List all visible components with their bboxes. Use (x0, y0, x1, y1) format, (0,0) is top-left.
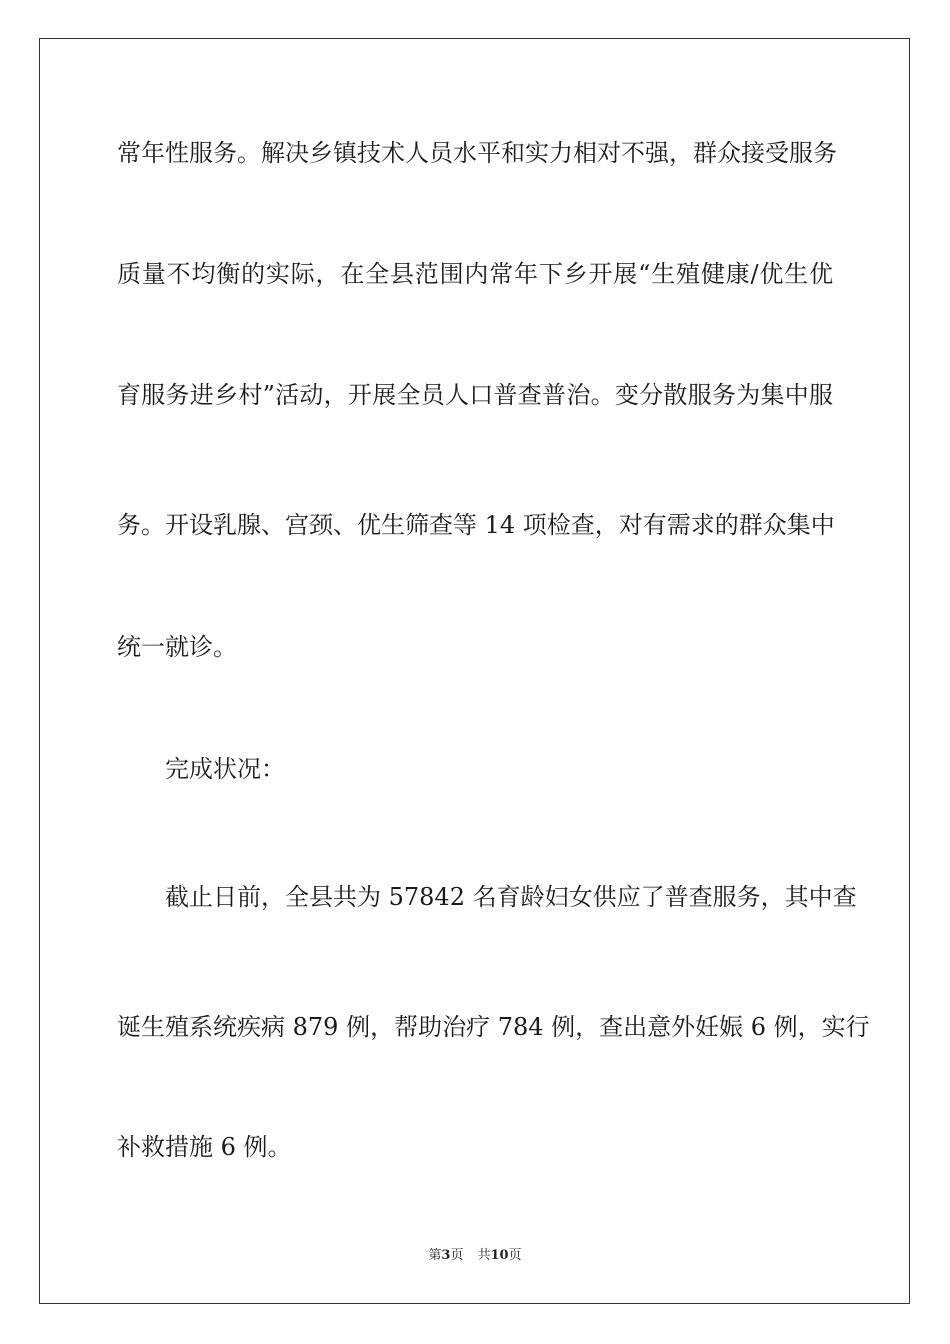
body-line-4: 务。开设乳腺、宫颈、优生筛查等 14 项检查，对有需求的群众集中 (117, 511, 835, 539)
body-line-7: 截止日前，全县共为 57842 名育龄妇女供应了普查服务，其中查 (165, 883, 857, 911)
page-footer (0, 1247, 950, 1265)
footer-total-prefix: 共 (477, 1248, 491, 1263)
footer-total-pages: 10 (490, 1248, 509, 1263)
page-border (39, 38, 910, 1304)
body-line-9: 补救措施 6 例。 (117, 1133, 292, 1161)
section-heading: 完成状况： (165, 755, 285, 783)
footer-page-prefix: 第 (428, 1248, 442, 1263)
footer-total-suffix: 页 (508, 1248, 522, 1263)
body-line-2: 质量不均衡的实际，在全县范围内常年下乡开展“生殖健康/优生优 (117, 260, 833, 288)
body-line-8: 诞生殖系统疾病 879 例，帮助治疗 784 例，查出意外妊娠 6 例，实行 (117, 1013, 870, 1041)
body-line-3: 育服务进乡村”活动，开展全员人口普查普治。变分散服务为集中服 (117, 381, 833, 409)
body-line-1: 常年性服务。解决乡镇技术人员水平和实力相对不强，群众接受服务 (117, 139, 837, 167)
footer-page-number: 3 (441, 1248, 451, 1263)
body-line-5: 统一就诊。 (117, 633, 237, 661)
footer-page-suffix: 页 (450, 1248, 464, 1263)
